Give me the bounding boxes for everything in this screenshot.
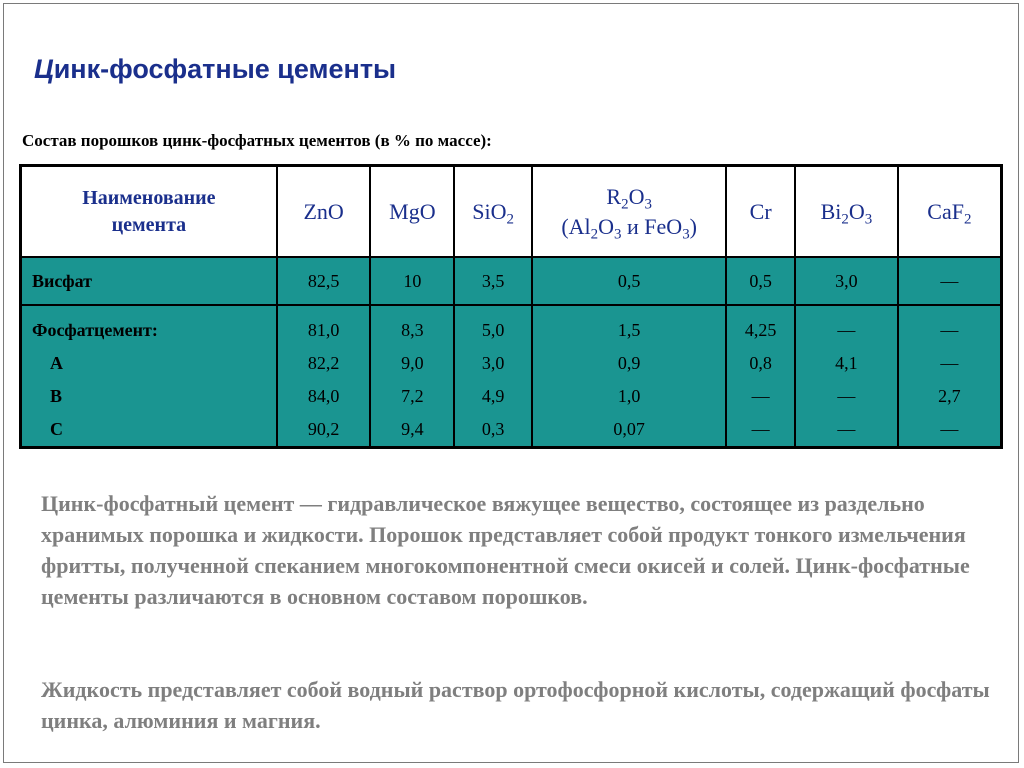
header-mgo: MgO xyxy=(370,166,454,258)
cell-r2o3: 0,5 xyxy=(532,257,726,305)
cell-zno: 82,5 xyxy=(277,257,371,305)
cell-sio2: 3,5 xyxy=(454,257,532,305)
table-row-visfat xyxy=(21,257,1002,305)
table-caption: Состав порошков цинк-фосфатных цементов (в % по массе): xyxy=(22,131,492,150)
cell-mgo: 10 xyxy=(370,257,454,305)
cell-name: Фосфатцемент: А В С xyxy=(21,305,277,448)
cell-caf2: — — 2,7 — xyxy=(898,305,1002,448)
cell-zno: 81,0 82,2 84,0 90,2 xyxy=(277,305,371,448)
composition-table xyxy=(19,164,1003,449)
title-rest: инк-фосфатные цементы xyxy=(53,54,397,84)
header-cement-name: Наименование цемента xyxy=(21,166,277,258)
cell-r2o3: 1,5 0,9 1,0 0,07 xyxy=(532,305,726,448)
title-first-letter: Ц xyxy=(34,54,54,84)
header-zno: ZnO xyxy=(277,166,371,258)
cell-bi2o3: — 4,1 — — xyxy=(795,305,898,448)
header-row xyxy=(21,166,1002,258)
slide xyxy=(3,3,1019,763)
header-bi2o3: $Bi_2O_3$ xyxy=(795,166,898,258)
cell-mgo: 8,3 9,0 7,2 9,4 xyxy=(370,305,454,448)
header-r2o3: $R_2O_3$ ($Al_2O_3$ и FeO$_3$) xyxy=(532,166,726,258)
cell-bi2o3: 3,0 xyxy=(795,257,898,305)
slide-title xyxy=(34,54,396,85)
cell-cr: 0,5 xyxy=(726,257,795,305)
header-sio2: SiO$_2$ xyxy=(454,166,532,258)
header-cr: Cr xyxy=(726,166,795,258)
cell-sio2: 5,0 3,0 4,9 0,3 xyxy=(454,305,532,448)
paragraph-liquid: Жидкость представляет собой водный раствор ортофосфорной кислоты, содержащий фосфаты цинка, алюминия и магния. xyxy=(41,677,990,733)
paragraph-description: Цинк-фосфатный цемент — гидравлическое вяжущее вещество, состоящее из раздельно хранимых порошка и жидкости. Порошок представляет собой продукт тонкого измельчения фритты, полученной спеканием многокомпонентной смеси окисей и солей. Цинк-фосфатные цементы различаются в основном составом порошков. xyxy=(41,491,970,609)
table-row-fosfatcement xyxy=(21,305,1002,448)
cell-caf2: — xyxy=(898,257,1002,305)
cell-cr: 4,25 0,8 — — xyxy=(726,305,795,448)
cell-name: Висфат xyxy=(21,257,277,305)
header-caf2: CaF$_2$ xyxy=(898,166,1002,258)
